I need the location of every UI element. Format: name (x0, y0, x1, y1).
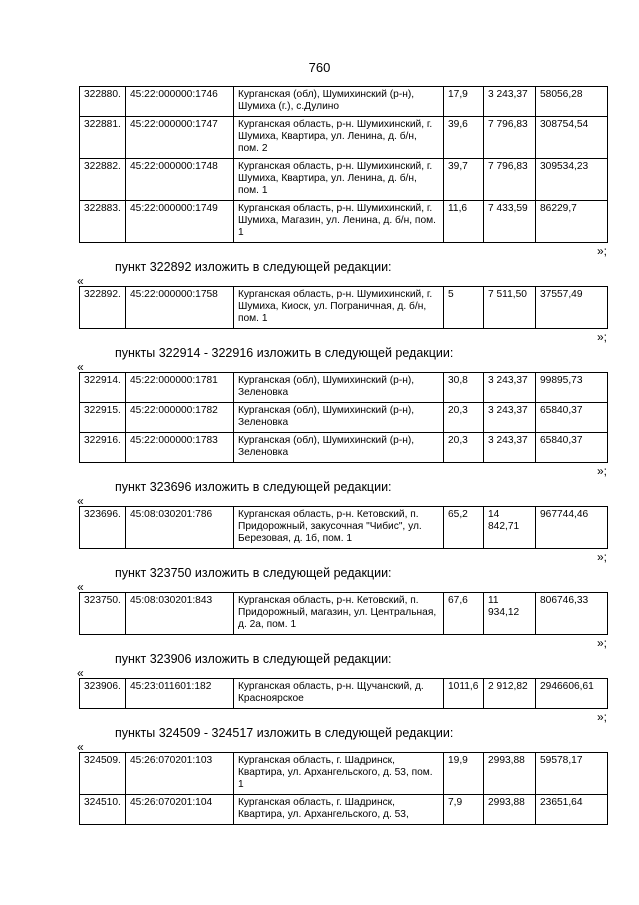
opening-quote: « (77, 666, 84, 680)
amendment-instruction: пункты 322914 - 322916 изложить в следующей редакции: (115, 346, 454, 360)
item-number-cell: 322883. (80, 201, 126, 243)
table-row (80, 159, 608, 201)
unit-price-cell: 14 842,71 (484, 507, 536, 549)
address-cell: Курганская область, г. Шадринск, Квартира, ул. Архангельского, д. 53, пом. 1 (234, 753, 444, 795)
total-value-cell: 23651,64 (536, 795, 608, 825)
opening-quote: « (77, 274, 84, 288)
area-cell: 11,6 (444, 201, 484, 243)
area-cell: 7,9 (444, 795, 484, 825)
area-cell: 39,6 (444, 117, 484, 159)
address-cell: Курганская (обл), Шумихинский (р-н), Зеленовка (234, 433, 444, 463)
table-row (80, 507, 608, 549)
opening-quote: « (77, 740, 84, 754)
closing-quote: »; (596, 636, 607, 650)
item-number-cell: 322914. (80, 373, 126, 403)
address-cell: Курганская область, г. Шадринск, Квартира, ул. Архангельского, д. 53, (234, 795, 444, 825)
address-cell: Курганская (обл), Шумихинский (р-н), Зеленовка (234, 403, 444, 433)
unit-price-cell: 2993,88 (484, 753, 536, 795)
closing-quote: »; (596, 464, 607, 478)
item-number-cell: 323906. (80, 679, 126, 709)
item-number-cell: 323696. (80, 507, 126, 549)
table-row (80, 403, 608, 433)
item-number-cell: 322882. (80, 159, 126, 201)
item-number-cell: 323750. (80, 593, 126, 635)
cadastral-number-cell: 45:26:070201:103 (126, 753, 234, 795)
table-row (80, 753, 608, 795)
closing-quote: »; (596, 710, 607, 724)
amendment-instruction: пункт 323750 изложить в следующей редакции: (115, 566, 392, 580)
area-cell: 65,2 (444, 507, 484, 549)
unit-price-cell: 2 912,82 (484, 679, 536, 709)
register-table (79, 752, 608, 825)
amendment-instruction: пункты 324509 - 324517 изложить в следующей редакции: (115, 726, 454, 740)
unit-price-cell: 11 934,12 (484, 593, 536, 635)
unit-price-cell: 2993,88 (484, 795, 536, 825)
area-cell: 67,6 (444, 593, 484, 635)
register-table (79, 372, 608, 463)
total-value-cell: 308754,54 (536, 117, 608, 159)
unit-price-cell: 7 796,83 (484, 159, 536, 201)
unit-price-cell: 3 243,37 (484, 373, 536, 403)
total-value-cell: 806746,33 (536, 593, 608, 635)
unit-price-cell: 7 796,83 (484, 117, 536, 159)
opening-quote: « (77, 494, 84, 508)
total-value-cell: 37557,49 (536, 287, 608, 329)
item-number-cell: 322892. (80, 287, 126, 329)
item-number-cell: 322881. (80, 117, 126, 159)
table-row (80, 593, 608, 635)
unit-price-cell: 7 511,50 (484, 287, 536, 329)
cadastral-number-cell: 45:22:000000:1781 (126, 373, 234, 403)
register-table (79, 678, 608, 709)
address-cell: Курганская область, р-н. Кетовский, п. Придорожный, закусочная "Чибис", ул. Березовая, д. 1б, пом. 1 (234, 507, 444, 549)
area-cell: 1011,6 (444, 679, 484, 709)
address-cell: Курганская область, р-н. Шумихинский, г. Шумиха, Киоск, ул. Пограничная, д. б/н, пом. 1 (234, 287, 444, 329)
table-row (80, 87, 608, 117)
total-value-cell: 59578,17 (536, 753, 608, 795)
area-cell: 20,3 (444, 403, 484, 433)
cadastral-number-cell: 45:23:011601:182 (126, 679, 234, 709)
total-value-cell: 2946606,61 (536, 679, 608, 709)
area-cell: 5 (444, 287, 484, 329)
page-number: 760 (308, 60, 331, 75)
cadastral-number-cell: 45:22:000000:1746 (126, 87, 234, 117)
unit-price-cell: 3 243,37 (484, 87, 536, 117)
amendment-instruction: пункт 323906 изложить в следующей редакции: (115, 652, 392, 666)
address-cell: Курганская (обл), Шумихинский (р-н), Зеленовка (234, 373, 444, 403)
cadastral-number-cell: 45:22:000000:1782 (126, 403, 234, 433)
closing-quote: »; (596, 244, 607, 258)
address-cell: Курганская (обл), Шумихинский (р-н), Шумиха (г.), с.Дулино (234, 87, 444, 117)
cadastral-number-cell: 45:26:070201:104 (126, 795, 234, 825)
document-body (79, 86, 607, 825)
register-table (79, 86, 608, 243)
cadastral-number-cell: 45:08:030201:786 (126, 507, 234, 549)
cadastral-number-cell: 45:22:000000:1783 (126, 433, 234, 463)
cadastral-number-cell: 45:22:000000:1748 (126, 159, 234, 201)
address-cell: Курганская область, р-н. Шумихинский, г. Шумиха, Квартира, ул. Ленина, д. б/н, пом. 1 (234, 159, 444, 201)
area-cell: 17,9 (444, 87, 484, 117)
table-row (80, 373, 608, 403)
item-number-cell: 322880. (80, 87, 126, 117)
register-table (79, 286, 608, 329)
total-value-cell: 99895,73 (536, 373, 608, 403)
address-cell: Курганская область, р-н. Шумихинский, г. Шумиха, Магазин, ул. Ленина, д. б/н, пом. 1 (234, 201, 444, 243)
item-number-cell: 322915. (80, 403, 126, 433)
closing-quote: »; (596, 330, 607, 344)
register-table (79, 592, 608, 635)
area-cell: 39,7 (444, 159, 484, 201)
item-number-cell: 324509. (80, 753, 126, 795)
register-table (79, 506, 608, 549)
table-row (80, 433, 608, 463)
total-value-cell: 65840,37 (536, 403, 608, 433)
address-cell: Курганская область, р-н. Шумихинский, г. Шумиха, Квартира, ул. Ленина, д. б/н, пом. 2 (234, 117, 444, 159)
area-cell: 30,8 (444, 373, 484, 403)
opening-quote: « (77, 360, 84, 374)
table-row (80, 117, 608, 159)
table-row (80, 795, 608, 825)
item-number-cell: 324510. (80, 795, 126, 825)
area-cell: 19,9 (444, 753, 484, 795)
total-value-cell: 65840,37 (536, 433, 608, 463)
address-cell: Курганская область, р-н. Щучанский, д. Красноярское (234, 679, 444, 709)
area-cell: 20,3 (444, 433, 484, 463)
amendment-instruction: пункт 323696 изложить в следующей редакции: (115, 480, 392, 494)
table-row (80, 201, 608, 243)
cadastral-number-cell: 45:22:000000:1747 (126, 117, 234, 159)
closing-quote: »; (596, 550, 607, 564)
opening-quote: « (77, 580, 84, 594)
table-row (80, 287, 608, 329)
cadastral-number-cell: 45:22:000000:1758 (126, 287, 234, 329)
unit-price-cell: 7 433,59 (484, 201, 536, 243)
cadastral-number-cell: 45:08:030201:843 (126, 593, 234, 635)
cadastral-number-cell: 45:22:000000:1749 (126, 201, 234, 243)
total-value-cell: 86229,7 (536, 201, 608, 243)
unit-price-cell: 3 243,37 (484, 433, 536, 463)
table-row (80, 679, 608, 709)
total-value-cell: 309534,23 (536, 159, 608, 201)
unit-price-cell: 3 243,37 (484, 403, 536, 433)
total-value-cell: 967744,46 (536, 507, 608, 549)
amendment-instruction: пункт 322892 изложить в следующей редакции: (115, 260, 392, 274)
address-cell: Курганская область, р-н. Кетовский, п. Придорожный, магазин, ул. Центральная, д. 2а, пом. 1 (234, 593, 444, 635)
total-value-cell: 58056,28 (536, 87, 608, 117)
item-number-cell: 322916. (80, 433, 126, 463)
